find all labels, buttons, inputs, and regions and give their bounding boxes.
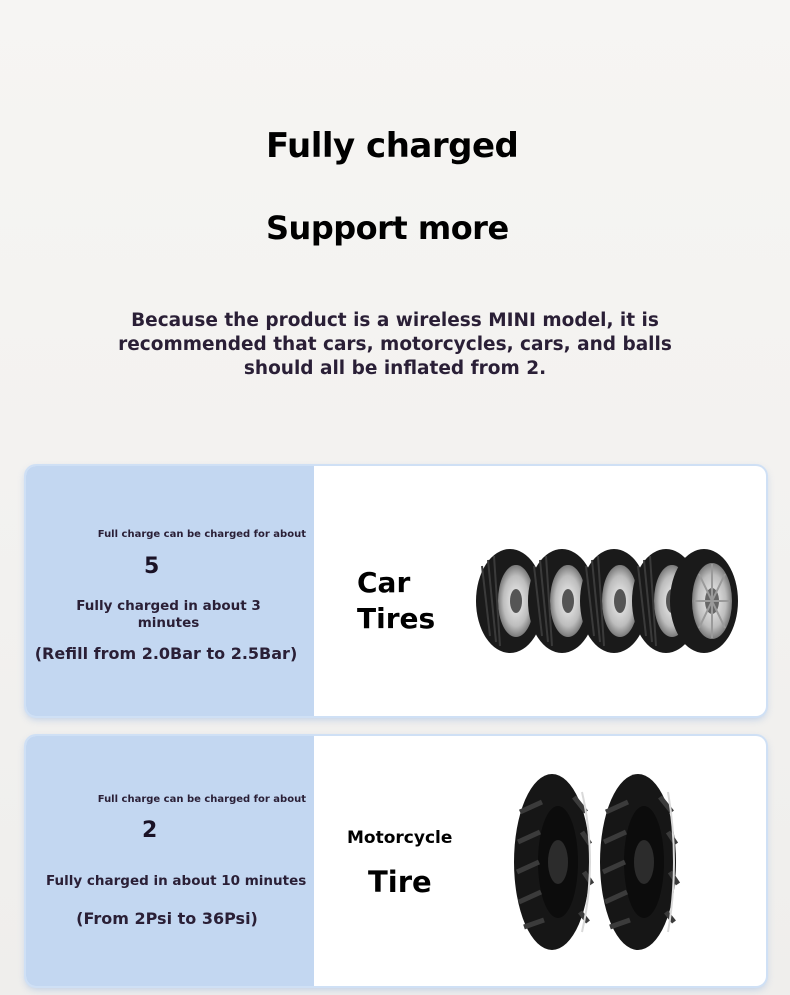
tire-type-line-1: Motorcycle	[347, 828, 453, 848]
charge-time-line-2: minutes	[137, 615, 200, 631]
car-tire-card	[26, 466, 766, 716]
intro-line-3: should all be inflated from 2.	[243, 358, 547, 379]
charge-note: Full charge can be charged for about	[97, 529, 306, 540]
tire-type-line-1: Car	[357, 566, 411, 599]
pressure-range: (Refill from 2.0Bar to 2.5Bar)	[34, 644, 298, 663]
tire-type-line-2: Tires	[357, 602, 436, 635]
car-info-panel	[26, 466, 314, 716]
motorcycle-tires-icon	[512, 772, 680, 952]
car-tire	[670, 549, 738, 653]
charge-time: Fully charged in about 10 minutes	[46, 873, 307, 889]
intro-paragraph	[100, 309, 690, 381]
car-tires-icon	[472, 546, 740, 656]
charge-note: Full charge can be charged for about	[97, 794, 306, 805]
charge-count: 2	[142, 818, 158, 843]
charge-time	[66, 598, 271, 632]
tire-type-line-2: Tire	[368, 865, 432, 899]
charge-time-line-1: Fully charged in about 3	[76, 598, 261, 614]
motorcycle-tire	[600, 774, 678, 950]
motorcycle-tire-card	[26, 736, 766, 986]
pressure-range: (From 2Psi to 36Psi)	[76, 909, 258, 928]
page-title: Fully charged	[266, 126, 519, 166]
motorcycle-info-panel	[26, 736, 314, 986]
motorcycle-tire	[514, 774, 592, 950]
charge-count: 5	[144, 554, 160, 579]
tire-type-label	[357, 565, 435, 637]
intro-line-2: recommended that cars, motorcycles, cars, and balls	[118, 334, 672, 355]
page-subtitle: Support more	[266, 209, 509, 247]
intro-line-1: Because the product is a wireless MINI model, it is	[131, 310, 659, 331]
